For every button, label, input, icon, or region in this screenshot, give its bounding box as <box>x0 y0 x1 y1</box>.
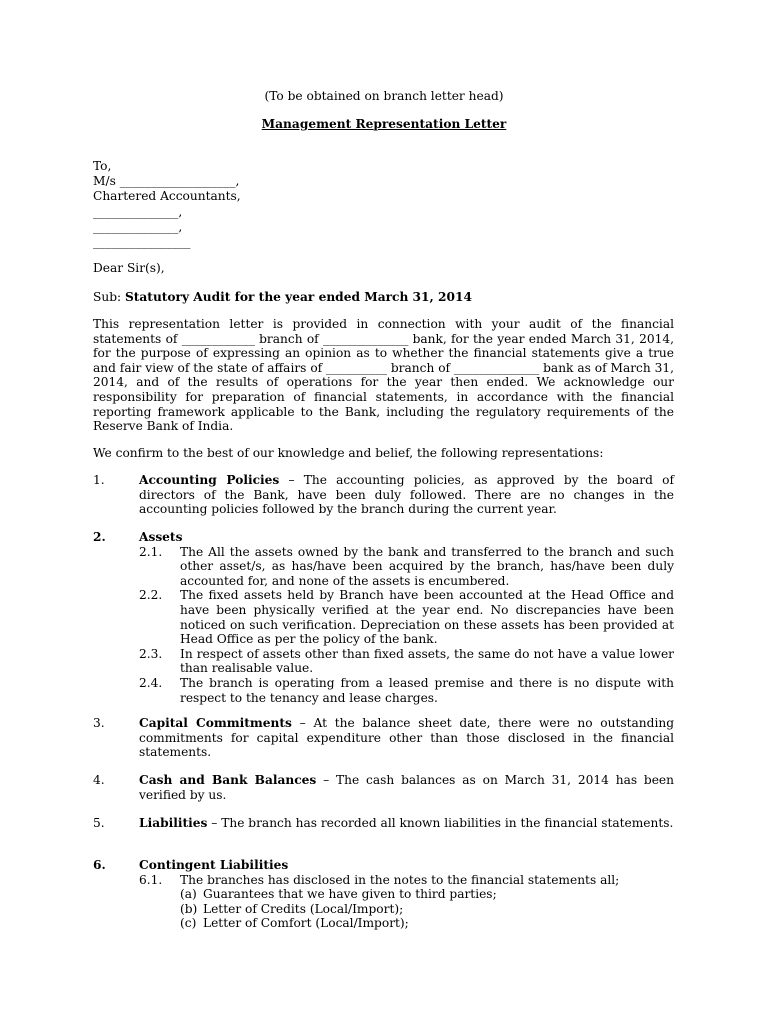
lettered-item-text: Letter of Comfort (Local/Import); <box>203 916 409 931</box>
salutation: Dear Sir(s), <box>93 261 165 275</box>
lettered-item <box>180 902 674 917</box>
representation-item-cash-bank <box>93 773 674 802</box>
sub-item-text: In respect of assets other than fixed assets, the same do not have a value lower than realisable value. <box>180 646 674 676</box>
recipient-address <box>93 159 593 250</box>
lettered-item <box>180 916 674 931</box>
lettered-item <box>180 887 674 902</box>
lettered-item-label: (b) <box>180 901 198 916</box>
lettered-item-text: Guarantees that we have given to third parties; <box>203 887 497 902</box>
sub-item-number: 2.3. <box>139 646 163 661</box>
sub-item <box>139 588 674 646</box>
item-heading: Assets <box>139 530 183 544</box>
representation-item-accounting-policies <box>93 473 674 517</box>
representation-item-liabilities <box>93 816 674 831</box>
intro-paragraph: This representation letter is provided in connection with your audit of the financial statements of ____________ branch of ______________ bank, for the year ended March 31, 2014, for the purpose of expressing an opinion as to whether the financial statements give a true and fair view of the state of affairs of __________ branch of ______________ bank as of March 31, 2014, and of the results of operations for the year then ended. We acknowledge our responsibility for preparation of financial statements, in accordance with the financial reporting framework applicable to the Bank, including the regulatory requirements of the Reserve Bank of India. <box>93 317 674 434</box>
confirm-paragraph: We confirm to the best of our knowledge and belief, the following representations: <box>93 446 604 460</box>
subject-line <box>93 290 472 305</box>
sub-item-number: 2.2. <box>139 588 163 603</box>
sub-item-number: 2.4. <box>139 675 163 690</box>
item-number: 1. <box>93 473 105 487</box>
address-line: M/s ___________________, <box>93 174 240 189</box>
sub-item <box>139 647 674 676</box>
sub-item-text: The branches has disclosed in the notes to the financial statements all; <box>180 872 620 887</box>
sub-item <box>139 545 674 589</box>
lettered-item-text: Letter of Credits (Local/Import); <box>203 901 404 916</box>
representation-item-contingent-liabilities <box>93 858 674 931</box>
item-heading: Accounting Policies <box>139 473 280 487</box>
sub-item-text: The All the assets owned by the bank and transferred to the branch and such other asset/s, as has/have been acquired by the branch, has/have been duly accounted for, and none of the assets is encumbered. <box>180 544 674 588</box>
sub-item <box>139 676 674 705</box>
address-line: ______________, <box>93 219 183 234</box>
item-heading: Capital Commitments <box>139 716 292 730</box>
item-text: – The accounting policies, as approved by the board of directors of the Bank, have been duly followed. There are no changes in the accounting policies followed by the branch during the current year. <box>139 473 674 517</box>
sub-item <box>139 873 674 888</box>
subject-text: Statutory Audit for the year ended March 31, 2014 <box>124 290 472 304</box>
header-note: (To be obtained on branch letter head) <box>264 89 504 103</box>
item-heading: Cash and Bank Balances <box>139 773 317 787</box>
sub-item-number: 2.1. <box>139 544 163 559</box>
lettered-item-label: (a) <box>180 887 197 902</box>
representation-item-assets <box>93 530 674 705</box>
item-number: 5. <box>93 816 105 830</box>
sub-item-number: 6.1. <box>139 872 163 887</box>
lettered-item-label: (c) <box>180 916 197 931</box>
item-heading: Contingent Liabilities <box>139 858 289 872</box>
address-line: Chartered Accountants, <box>93 189 241 204</box>
item-number: 4. <box>93 773 105 787</box>
item-number: 3. <box>93 716 105 730</box>
item-text: – At the balance sheet date, there were no outstanding commitments for capital expenditure other than those disclosed in the financial statements. <box>139 716 675 760</box>
item-number: 2. <box>93 530 106 544</box>
representation-item-capital-commitments <box>93 716 674 760</box>
item-text: – The branch has recorded all known liabilities in the financial statements. <box>207 816 674 830</box>
subject-prefix: Sub: <box>93 290 125 304</box>
item-number: 6. <box>93 858 106 872</box>
address-line: ______________, <box>93 204 183 219</box>
sub-item-text: The branch is operating from a leased premise and there is no dispute with respect to the tenancy and lease charges. <box>180 675 674 705</box>
address-line: To, <box>93 159 112 173</box>
item-text: – The cash balances as on March 31, 2014 has been verified by us. <box>139 773 674 802</box>
document-title: Management Representation Letter <box>261 117 507 131</box>
item-heading: Liabilities <box>139 816 208 830</box>
address-line: ________________ <box>93 234 191 249</box>
sub-item-text: The fixed assets held by Branch have been accounted at the Head Office and have been physically verified at the year end. No discrepancies have been noticed on such verification. Depreciation on these assets has been provided at Head Office as per the policy of the bank. <box>180 588 674 647</box>
